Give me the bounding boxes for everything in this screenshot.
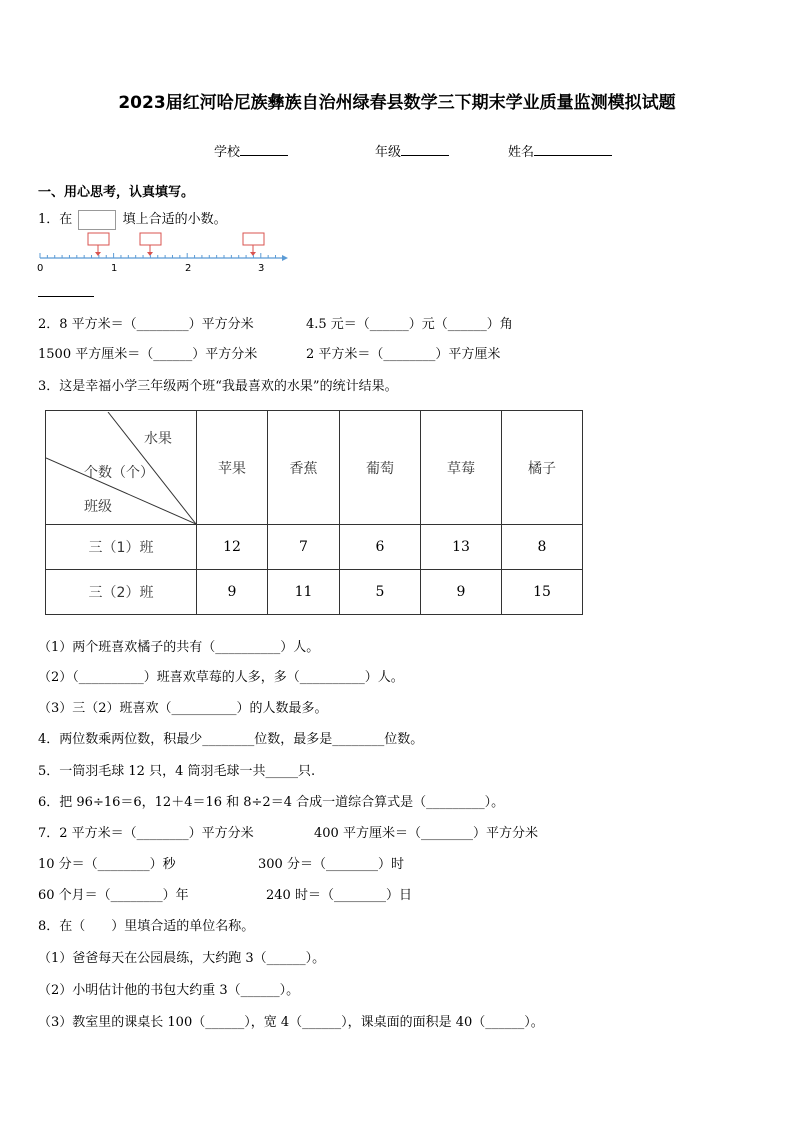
- axis-arrow: [282, 255, 288, 261]
- row-label: 三（1）班: [46, 525, 197, 570]
- tick-label-2: 2: [185, 263, 192, 274]
- corner-cell: [46, 411, 197, 525]
- table-cell: 7: [268, 525, 340, 570]
- axis-ticks: [40, 253, 276, 258]
- table-cell: 9: [197, 570, 268, 615]
- q1-answer-line[interactable]: [38, 296, 94, 297]
- fruit-table: [45, 410, 583, 615]
- table-cell: 5: [340, 570, 421, 615]
- q2-line2a: 1500 平方厘米＝（______）平方分米: [38, 347, 258, 362]
- col-header: 苹果: [197, 411, 268, 525]
- q2-line2b: 2 平方米＝（________）平方厘米: [306, 347, 501, 362]
- answer-box-3[interactable]: [243, 233, 264, 245]
- table-row: [46, 570, 583, 615]
- q7-line3b: 240 时＝（________）日: [266, 888, 412, 903]
- q8-text: 8．在（ ）里填合适的单位名称。: [38, 919, 255, 934]
- answer-box-1[interactable]: [88, 233, 109, 245]
- q4-text: 4．两位数乘两位数，积最少________位数，最多是________位数。: [38, 732, 424, 747]
- q1-sample-box: [78, 210, 116, 230]
- q8-sub2: （2）小明估计他的书包大约重 3（______）。: [38, 983, 300, 998]
- table-cell: 8: [502, 525, 583, 570]
- table-cell: 11: [268, 570, 340, 615]
- name-label: 姓名: [508, 145, 535, 160]
- table-row: [46, 525, 583, 570]
- answer-boxes: [88, 233, 264, 256]
- col-header: 香蕉: [268, 411, 340, 525]
- q8-sub3: （3）教室里的课桌长 100（______），宽 4（______），课桌面的面积是 40（______）。: [38, 1015, 544, 1030]
- col-header: 橘子: [502, 411, 583, 525]
- table-cell: 13: [421, 525, 502, 570]
- table-cell: 15: [502, 570, 583, 615]
- grade-blank[interactable]: [401, 143, 449, 156]
- table-cell: 9: [421, 570, 502, 615]
- table-cell: 12: [197, 525, 268, 570]
- tick-label-3: 3: [258, 263, 265, 274]
- name-blank[interactable]: [534, 143, 612, 156]
- q7-line1a: 7．2 平方米＝（________）平方分米: [38, 826, 254, 841]
- q2-line1a: 2．8 平方米＝（________）平方分米: [38, 317, 254, 332]
- name-field[interactable]: [508, 141, 612, 160]
- q3-text: 3．这是幸福小学三年级两个班“我最喜欢的水果”的统计结果。: [38, 379, 398, 394]
- q3-sub3: （3）三（2）班喜欢（__________）的人数最多。: [38, 701, 328, 716]
- q7-line2b: 300 分＝（________）时: [258, 857, 404, 872]
- grade-field[interactable]: [375, 141, 449, 160]
- corner-mid: 个数（个）: [84, 464, 154, 481]
- q5-text: 5．一筒羽毛球 12 只，4 筒羽毛球一共_____只.: [38, 764, 316, 779]
- section-heading-1: 一、用心思考，认真填写。: [38, 185, 195, 200]
- number-line: [32, 228, 292, 274]
- answer-box-2[interactable]: [140, 233, 161, 245]
- q8-sub1: （1）爸爸每天在公园晨练，大约跑 3（______）。: [38, 951, 326, 966]
- corner-bottom: 班级: [84, 498, 112, 515]
- col-header: 葡萄: [340, 411, 421, 525]
- q2-line1b: 4.5 元＝（______）元（______）角: [306, 317, 513, 332]
- tick-label-1: 1: [111, 263, 118, 274]
- q3-sub2: （2）（__________）班喜欢草莓的人多，多（__________）人。: [38, 670, 404, 685]
- table-cell: 6: [340, 525, 421, 570]
- q7-line1b: 400 平方厘米＝（________）平方分米: [314, 826, 538, 841]
- q7-line2a: 10 分＝（________）秒: [38, 857, 176, 872]
- q7-line3a: 60 个月＝（________）年: [38, 888, 189, 903]
- q3-sub1: （1）两个班喜欢橘子的共有（__________）人。: [38, 640, 320, 655]
- q1-text: 1．在 填上合适的小数。: [38, 208, 227, 230]
- q6-text: 6．把 96÷16＝6，12＋4＝16 和 8÷2＝4 合成一道综合算式是（_________）。: [38, 795, 505, 810]
- school-field[interactable]: [214, 141, 288, 160]
- col-header: 草莓: [421, 411, 502, 525]
- tick-label-0: 0: [37, 263, 44, 274]
- school-blank[interactable]: [240, 143, 288, 156]
- school-label: 学校: [214, 145, 241, 160]
- corner-top: 水果: [144, 430, 172, 447]
- document-title: 2023届红河哈尼族彝族自治州绿春县数学三下期末学业质量监测模拟试题: [118, 93, 676, 113]
- row-label: 三（2）班: [46, 570, 197, 615]
- grade-label: 年级: [375, 145, 402, 160]
